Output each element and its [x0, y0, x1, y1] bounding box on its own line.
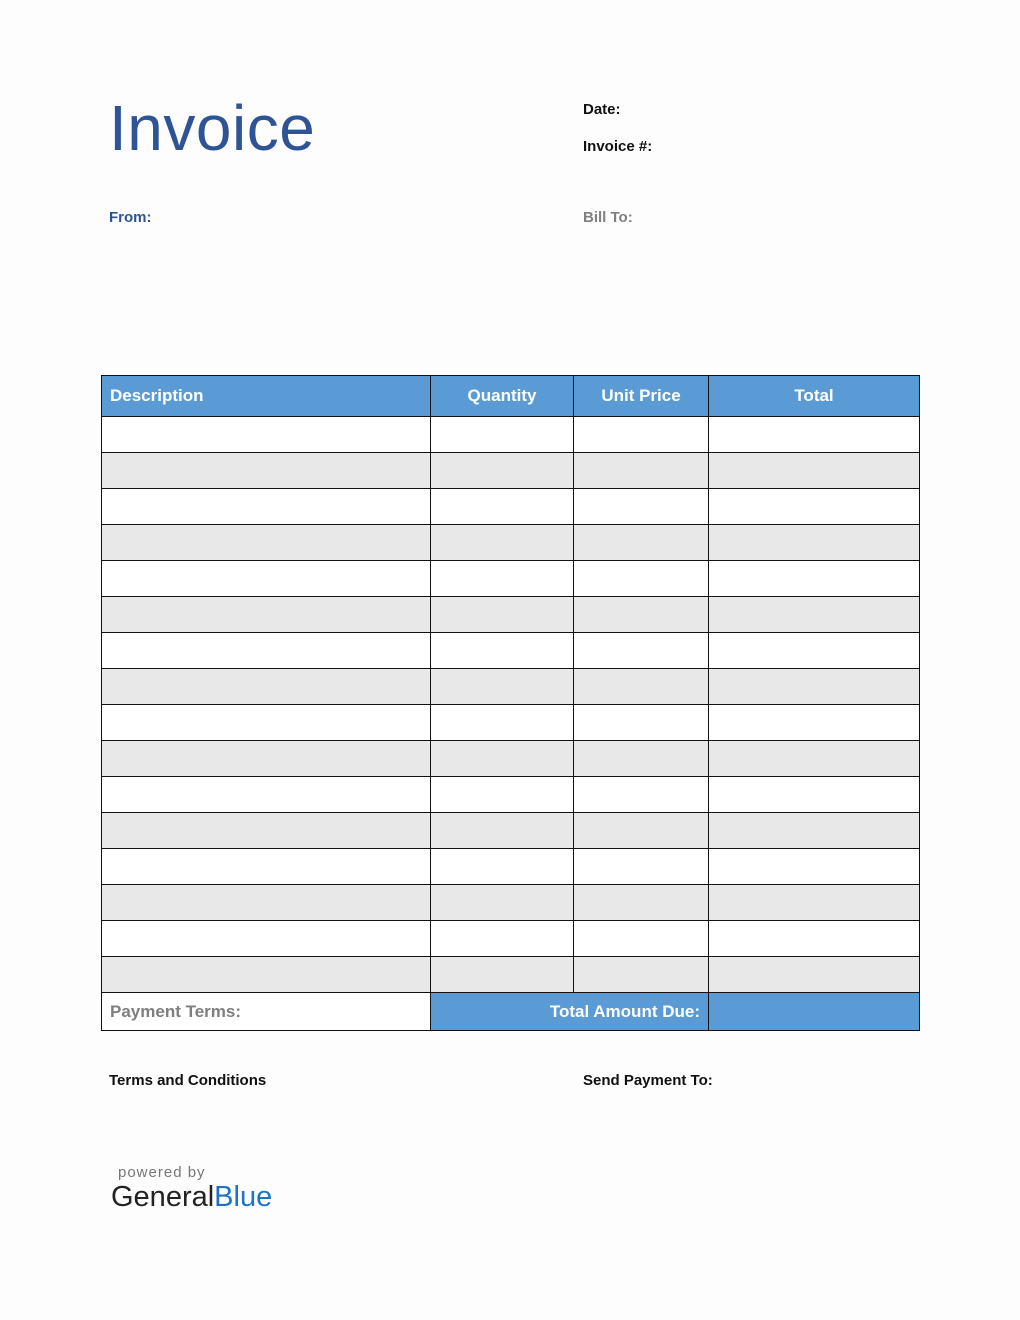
send-payment-to-label: Send Payment To: [583, 1072, 713, 1089]
quantity-cell[interactable] [431, 453, 574, 489]
total-cell[interactable] [709, 849, 920, 885]
table-header-row [102, 376, 920, 417]
total-cell[interactable] [709, 777, 920, 813]
unit-price-cell[interactable] [574, 777, 709, 813]
unit-price-cell[interactable] [574, 957, 709, 993]
powered-by-text: powered by [118, 1164, 206, 1181]
from-label: From: [109, 209, 152, 226]
unit-price-cell[interactable] [574, 669, 709, 705]
table-row [102, 453, 920, 489]
table-row [102, 525, 920, 561]
quantity-cell[interactable] [431, 417, 574, 453]
total-cell[interactable] [709, 489, 920, 525]
unit-price-cell[interactable] [574, 921, 709, 957]
quantity-cell[interactable] [431, 633, 574, 669]
line-items-table [101, 375, 920, 1031]
table-footer-row [102, 993, 920, 1031]
total-cell[interactable] [709, 813, 920, 849]
total-cell[interactable] [709, 633, 920, 669]
table-row [102, 885, 920, 921]
table-row [102, 597, 920, 633]
description-cell[interactable] [102, 957, 431, 993]
description-cell[interactable] [102, 561, 431, 597]
total-cell[interactable] [709, 921, 920, 957]
table-row [102, 921, 920, 957]
total-cell[interactable] [709, 885, 920, 921]
total-cell[interactable] [709, 525, 920, 561]
unit-price-cell[interactable] [574, 741, 709, 777]
description-cell[interactable] [102, 525, 431, 561]
description-cell[interactable] [102, 597, 431, 633]
table-row [102, 849, 920, 885]
date-label: Date: [583, 101, 621, 118]
total-cell[interactable] [709, 669, 920, 705]
description-cell[interactable] [102, 489, 431, 525]
unit-price-cell[interactable] [574, 813, 709, 849]
total-amount-due-value[interactable] [709, 993, 920, 1031]
table-row [102, 813, 920, 849]
bill-to-label: Bill To: [583, 209, 633, 226]
total-cell[interactable] [709, 957, 920, 993]
unit-price-cell[interactable] [574, 597, 709, 633]
invoice-number-label: Invoice #: [583, 138, 653, 155]
total-cell[interactable] [709, 597, 920, 633]
description-cell[interactable] [102, 813, 431, 849]
description-cell[interactable] [102, 705, 431, 741]
table-row [102, 741, 920, 777]
description-cell[interactable] [102, 669, 431, 705]
description-cell[interactable] [102, 849, 431, 885]
total-cell[interactable] [709, 417, 920, 453]
quantity-cell[interactable] [431, 741, 574, 777]
column-header-total: Total [709, 376, 920, 417]
logo-general-text: General [111, 1181, 215, 1213]
unit-price-cell[interactable] [574, 705, 709, 741]
table-row [102, 957, 920, 993]
logo-blue-text: Blue [214, 1181, 273, 1213]
quantity-cell[interactable] [431, 921, 574, 957]
quantity-cell[interactable] [431, 489, 574, 525]
description-cell[interactable] [102, 921, 431, 957]
total-cell[interactable] [709, 561, 920, 597]
invoice-title: Invoice [109, 92, 316, 164]
quantity-cell[interactable] [431, 813, 574, 849]
generalblue-logo [111, 1183, 272, 1212]
table-row [102, 705, 920, 741]
description-cell[interactable] [102, 741, 431, 777]
column-header-unit-price: Unit Price [574, 376, 709, 417]
unit-price-cell[interactable] [574, 849, 709, 885]
table-row [102, 489, 920, 525]
unit-price-cell[interactable] [574, 885, 709, 921]
table-row [102, 561, 920, 597]
description-cell[interactable] [102, 633, 431, 669]
unit-price-cell[interactable] [574, 525, 709, 561]
description-cell[interactable] [102, 777, 431, 813]
payment-terms-label: Payment Terms: [102, 993, 431, 1031]
quantity-cell[interactable] [431, 705, 574, 741]
unit-price-cell[interactable] [574, 561, 709, 597]
table-row [102, 417, 920, 453]
total-amount-due-label: Total Amount Due: [431, 993, 709, 1031]
unit-price-cell[interactable] [574, 417, 709, 453]
unit-price-cell[interactable] [574, 453, 709, 489]
column-header-quantity: Quantity [431, 376, 574, 417]
quantity-cell[interactable] [431, 849, 574, 885]
table-row [102, 777, 920, 813]
quantity-cell[interactable] [431, 525, 574, 561]
unit-price-cell[interactable] [574, 633, 709, 669]
quantity-cell[interactable] [431, 885, 574, 921]
total-cell[interactable] [709, 741, 920, 777]
quantity-cell[interactable] [431, 777, 574, 813]
quantity-cell[interactable] [431, 669, 574, 705]
quantity-cell[interactable] [431, 561, 574, 597]
table-row [102, 633, 920, 669]
description-cell[interactable] [102, 417, 431, 453]
quantity-cell[interactable] [431, 957, 574, 993]
table-row [102, 669, 920, 705]
column-header-description: Description [102, 376, 431, 417]
description-cell[interactable] [102, 885, 431, 921]
total-cell[interactable] [709, 453, 920, 489]
quantity-cell[interactable] [431, 597, 574, 633]
unit-price-cell[interactable] [574, 489, 709, 525]
terms-and-conditions-label: Terms and Conditions [109, 1072, 267, 1089]
description-cell[interactable] [102, 453, 431, 489]
total-cell[interactable] [709, 705, 920, 741]
